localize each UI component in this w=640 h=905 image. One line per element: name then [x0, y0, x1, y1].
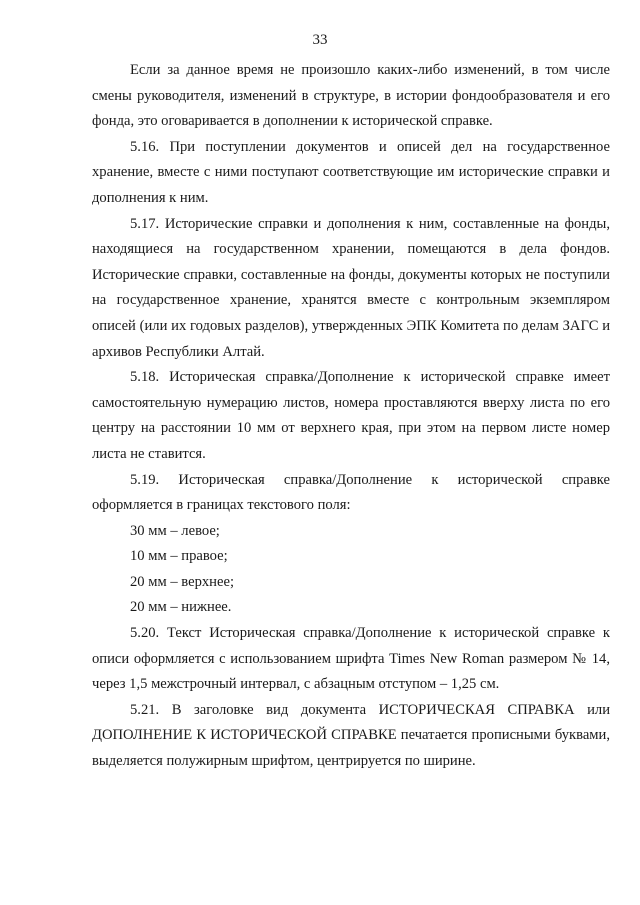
paragraph-5-17: 5.17. Исторические справки и дополнения к ним, составленные на фонды, находящиеся на государственном хранении, помещаются в дела фондов. Исторические справки, составленные на фонды, документы которых не поступили на государственное хранение, хранятся вместе с контрольным экземпляром описей (или их годовых разделов), утвержденных ЭПК Комитета по делам ЗАГС и архивов Республики Алтай.	[92, 215, 610, 360]
paragraph-5-20: 5.20. Текст Историческая справка/Дополнение к исторической справке к описи оформляется с использованием шрифта Times New Roman размером № 14, через 1,5 межстрочный интервал, с абзацным отступом – 1,25 см.	[92, 625, 610, 693]
document-body	[92, 58, 610, 775]
margin-item-bottom: 20 мм – нижнее.	[130, 599, 232, 616]
margin-item-left: 30 мм – левое;	[130, 522, 220, 539]
paragraph-5-21: 5.21. В заголовке вид документа ИСТОРИЧЕСКАЯ СПРАВКА или ДОПОЛНЕНИЕ К ИСТОРИЧЕСКОЙ СПРАВКЕ печатается прописными буквами, выделяется полужирным шрифтом, центрируется по ширине.	[92, 701, 610, 770]
paragraph-5-18: 5.18. Историческая справка/Дополнение к исторической справке имеет самостоятельную нумерацию листов, номера проставляются вверху листа по его центру на расстоянии 10 мм от верхнего края, при этом на первом листе номер листа не ставится.	[92, 369, 610, 462]
margin-item-right: 10 мм – правое;	[130, 548, 228, 565]
page-number: 33	[312, 32, 328, 48]
paragraph-changes-note: Если за данное время не произошло каких-либо изменений, в том числе смены руководителя, изменений в структуре, в истории фондообразователя и его фонда, это оговаривается в дополнении к исторической справке.	[92, 62, 610, 130]
paragraph-5-19: 5.19. Историческая справка/Дополнение к исторической справке оформляется в границах текстового поля:	[92, 471, 610, 514]
paragraph-5-16: 5.16. При поступлении документов и описей дел на государственное хранение, вместе с ними поступают соответствующие им исторические справки и дополнения к ним.	[92, 138, 610, 206]
margin-item-top: 20 мм – верхнее;	[130, 573, 235, 590]
